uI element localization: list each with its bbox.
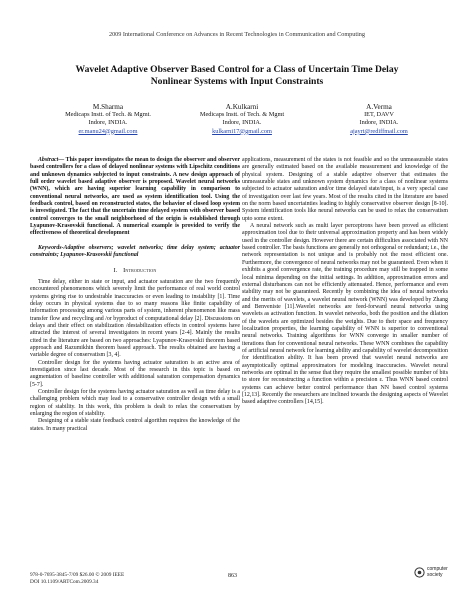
- author-email[interactable]: er.manu24@gmail.com: [78, 127, 138, 135]
- author-location: Indore, INDIA.: [359, 119, 399, 127]
- keywords-text: Adaptive observers; wavelet networks; time delay system; actuator constraints; Lyapunov-Krasovskii functional: [30, 244, 240, 259]
- computer-society-logo: [414, 565, 452, 585]
- paper-title: [20, 64, 454, 88]
- page-number: 863: [228, 573, 237, 579]
- right-paragraph-1: applications, measurement of the states is not feasible and so the unmeasurable states are generally estimated based on the available measurement and knowledge of the physical system. Designing of a stable adaptive observer that estimates the unmeasurable states and unknown system dynamics for a class of nonlinear systems subjected to actuator saturation and/or time delayed state/input, is a very special case of investigation over last few years. Most of the results cited in the literature are based on the norm based uncertainties leading to highly conservative observer design [8-10]. System identification tools like neural networks can be used to relax the conservatism upto some extent.: [242, 157, 448, 222]
- author-affiliation: Medicaps Instt. of Tech. & Mgmt: [199, 111, 285, 119]
- right-column: [242, 157, 448, 407]
- keywords: [30, 245, 240, 260]
- abstract: [30, 157, 240, 238]
- author-name: M.Sharma: [92, 103, 124, 111]
- keywords-label: Keywords-: [38, 244, 64, 251]
- doi-line: DOI 10.1109/ARTCom.2009.34: [30, 578, 99, 585]
- author-email[interactable]: ajayrt@rediffmail.com: [350, 127, 408, 135]
- author-affiliation: IET, DAVV: [364, 111, 394, 119]
- intro-paragraph-4: Designing of a stable state feedback control algorithm requires the knowledge of the states. In many practical: [30, 418, 240, 432]
- author-email[interactable]: kulkarni17@gmail.com: [212, 127, 272, 135]
- section-title: Introduction: [123, 267, 157, 275]
- section-number: I.: [113, 267, 118, 275]
- running-head: 2009 International Conference on Advances in Recent Technologies in Communication and Computing: [108, 31, 365, 38]
- intro-paragraph-1: Time delay, either in state or input, and actuator saturation are the two frequently encountered phenomenons which severely limit the performance of real world control systems giving rise to undesirable inaccuracies or even leading to instability [1]. Time delay occurs in physical systems due to so many reasons like finite capability of information processing among various parts of system, inherent phenomenon like mass transfer flow and recycling and /or byproduct of computational delay [2]. Discussions on delays and their effect on stabilization /destabilization effects in control systems have attracted the interest of several investigators in recent years [2-4]. Mainly the results cited in the literature are based on two approaches: Lyapunov-Krasovskii theorem based approach and Razumikhin theorem based approach. The results obtained are having a variable degree of conservatism [3, 4].: [30, 278, 240, 359]
- author-location: Indore, INDIA.: [222, 119, 262, 127]
- logo-line-1: computer: [427, 566, 448, 572]
- abstract-label: Abstract—: [38, 157, 65, 163]
- author-name: A.Verma: [366, 103, 392, 111]
- logo-text: [427, 567, 448, 578]
- left-column: [30, 157, 240, 433]
- logo-line-2: society: [427, 571, 443, 578]
- right-paragraph-2: A neural network such as multi layer perceptrons have been proved as efficient approximation tool due to their universal approximation property and has been widely used in the controller design. However there are certain difficulties associated with NN based controller. The basis functions are generally not orthogonal or redundant; i.e., the network representation is not unique and is probably not the most efficient one. Furthermore, the convergence of neural networks may not be guaranteed. Even when it exhibits a good convergence rate, the training procedure may still be trapped in some local minima depending on the initial settings. In addition, approximation errors and external disturbances can not be efficiently attenuated. Hence, performance and even stability may not be guaranteed. Recently by combining the idea of neural networks and the merits of wavelets, a wavelet neural network (WNN) was developed by Zhang and Benveniste [11].Wavelet networks are feed-forward neural networks using wavelets as activation function. In wavelet networks, both the position and the dilation of the wavelets are optimized besides the weights. Due to their space and frequency localization properties, the learning capability of WNN is superior to conventional neural networks. Training algorithms for WNN converge in smaller number of iterations than for conventional neural networks. These WNN combines the capability of artificial neural network for learning ability and capability of wavelet decomposition for identification ability. It has been proved that wavelet neural networks are asymptotically optimal approximators for modeling inaccuracies. Wavelet neural networks are optimal in the sense that they require the smallest possible number of bits to store for reconstructing a function within a precision ε. Thus WNN based control systems can achieve better control performance than NN based control systems [12,13]. Recently the researchers are inclined towards the designing aspects of Wavelet based adaptive controllers [14,15].: [242, 223, 449, 406]
- title-line-1: Wavelet Adaptive Observer Based Control for a Class of Uncertain Time Delay: [75, 64, 399, 75]
- isbn-line: 978-0-7695-3845-7/09 $26.00 © 2009 IEEE: [30, 572, 125, 578]
- section-heading: [30, 267, 240, 274]
- author-3: [324, 103, 434, 136]
- author-block: [0, 103, 474, 151]
- author-location: Indore, INDIA.: [88, 119, 128, 127]
- author-affiliation: Medicaps Instt. of Tech. & Mgmt.: [65, 111, 151, 119]
- intro-paragraph-3: Controller design for the systems having actuator saturation as well as time delay is a challenging problem which may lead to a conservative controller design with a small region of stability. In this work, this problem is dealt to relax the conservatism by enlarging the region of stability.: [30, 388, 240, 417]
- abstract-text: This paper investigates the mean to design the observer and observer based controllers for a class of delayed nonlinear systems with Lipschitz conditions and unknown dynamics subjected to input constraints. A new design approach of full order wavelet based adaptive observer is proposed. Wavelet neural networks (WNN), which are having superior learning capability in comparison to conventional neural networks, are used as system identification tool. Using the feedback control, based on reconstructed states, the behavior of closed loop system is investigated. The fact that the uncertain time delayed system with observer based control converges to the small neighborhood of the origin is established through Lyapunov-Krasovskii functional. A numerical example is provided to verify the effectiveness of theoretical development: [30, 157, 240, 237]
- ieee-cs-logo-icon: [414, 567, 425, 578]
- title-line-2: Nonlinear Systems with Input Constraints: [150, 76, 324, 88]
- author-2: [182, 103, 302, 136]
- intro-paragraph-2: Controller design for the systems having actuator saturation is an active area of investigation since last decade. Most of the research in this topic is based on augmentation of baseline controller with additional saturation compensation dynamics [5-7].: [30, 359, 240, 388]
- author-name: A.Kulkarni: [225, 103, 259, 111]
- author-1: [48, 103, 168, 136]
- footer-copyright: [30, 572, 124, 586]
